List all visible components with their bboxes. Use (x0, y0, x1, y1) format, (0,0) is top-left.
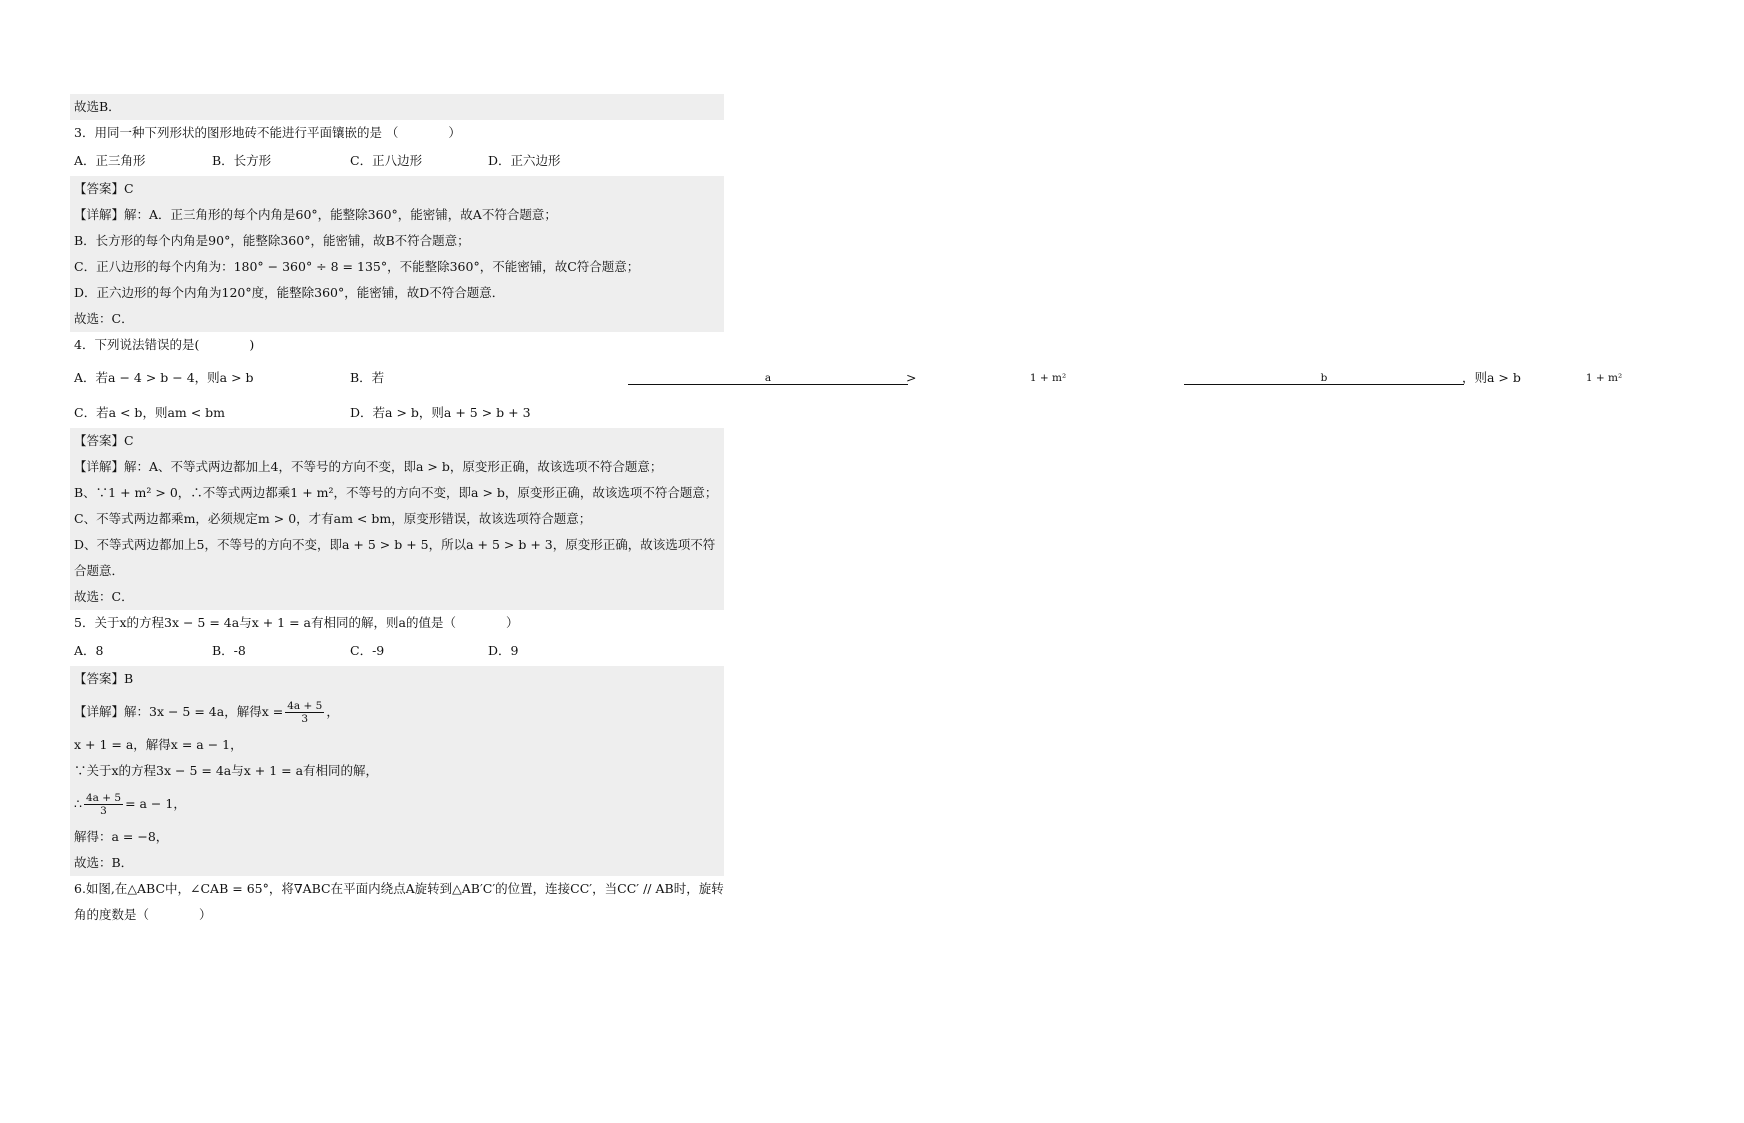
q3-detail-5: 故选：C． (70, 306, 724, 332)
q4-detail-2: B、∵1 + m² > 0，∴不等式两边都乘1 + m²，不等号的方向不变，即a > b，原变形正确，故该选项不符合题意； (70, 480, 724, 506)
q3-option-c: C．正八边形 (350, 153, 423, 168)
q3-detail-2: B．长方形的每个内角是90°，能整除360°，能密铺，故B不符合题意； (70, 228, 724, 254)
q3-options (70, 146, 724, 176)
q5-answer: 【答案】B (70, 666, 724, 692)
q5-detail-2: x + 1 = a，解得x = a − 1， (70, 732, 724, 758)
q5-detail-1-fraction: $\frac{4a + 5}{3}$ (287, 700, 323, 725)
q2-conclusion: 故选B． (70, 94, 724, 120)
q5-detail-3: ∵关于x的方程3x − 5 = 4a与x + 1 = a有相同的解， (70, 758, 724, 784)
q4-option-b-fraction-2: b 1 + m² (1184, 372, 1460, 385)
q3-answer: 【答案】C (70, 176, 724, 202)
q3-detail-4: D．正六边形的每个内角为120°度，能整除360°，能密铺，故D不符合题意． (70, 280, 724, 306)
content-area (70, 94, 1623, 928)
q3-option-b: B．长方形 (212, 153, 272, 168)
q4-answer: 【答案】C (70, 428, 724, 454)
q5-detail-4-fraction: $\frac{4a + 5}{3}$ (85, 792, 122, 817)
q4-detail-5: 故选：C． (70, 584, 724, 610)
q4-option-b-fraction-1: a 1 + m² (628, 372, 904, 385)
q4-option-d: D．若a > b，则a + 5 > b + 3 (350, 405, 531, 420)
q3-option-a: A．正三角形 (74, 153, 146, 168)
q5-detail-5: 解得：a = −8， (70, 824, 724, 850)
q4-detail-4: D、不等式两边都加上5，不等号的方向不变，即a + 5 > b + 5，所以a + 5 > b + 3，原变形正确，故该选项不符合题意． (70, 532, 724, 584)
q4-detail-3: C、不等式两边都乘m，必须规定m > 0，才有am < bm，原变形错误，故该选项符合题意； (70, 506, 724, 532)
q5-stem: 5．关于x的方程3x − 5 = 4a与x + 1 = a有相同的解，则a的值是（ ） (74, 615, 519, 630)
q4-options-row-1 (70, 358, 1623, 398)
q5-detail-4: ∴ $\frac{4a + 5}{3}$ = a − 1， (70, 784, 724, 824)
q4-option-a: A．若a − 4 > b − 4，则a > b (74, 370, 254, 385)
q5-option-d: D．9 (488, 643, 519, 658)
q3-detail-1: 【详解】解：A．正三角形的每个内角是60°，能整除360°，能密铺，故A不符合题意； (70, 202, 724, 228)
q5-options (70, 636, 724, 666)
q4-options-row-2 (70, 398, 724, 428)
q4-option-c: C．若a < b，则am < bm (74, 405, 226, 420)
q3-stem: 3．用同一种下列形状的图形地砖不能进行平面镶嵌的是 （ ） (74, 125, 461, 140)
q5-option-a: A．8 (74, 643, 104, 658)
q4-detail-1: 【详解】解：A、不等式两边都加上4，不等号的方向不变，即a > b，原变形正确，故该选项不符合题意； (70, 454, 724, 480)
q5-option-c: C．-9 (350, 643, 385, 658)
q5-detail-6: 故选：B． (70, 850, 724, 876)
q6-stem: 6.如图,在△ABC中，∠CAB = 65°，将∇ABC在平面内绕点A旋转到△AB′C′的位置，连接CC′，当CC′ // AB时，旋转角的度数是（ ） (74, 881, 724, 922)
q5-detail-1: 【详解】解：3x − 5 = 4a，解得x = $\frac{4a + 5}{3}$ ， (70, 692, 724, 732)
q3-detail-3: C．正八边形的每个内角为：180° − 360° ÷ 8 = 135°，不能整除360°，不能密铺，故C符合题意； (70, 254, 724, 280)
q3-option-d: D．正六边形 (488, 153, 561, 168)
q5-option-b: B．-8 (212, 643, 246, 658)
q4-option-b: B．若 a 1 + m²> b 1 + m²，则a > b (350, 370, 1623, 385)
q4-stem: 4．下列说法错误的是( ) (74, 337, 255, 352)
